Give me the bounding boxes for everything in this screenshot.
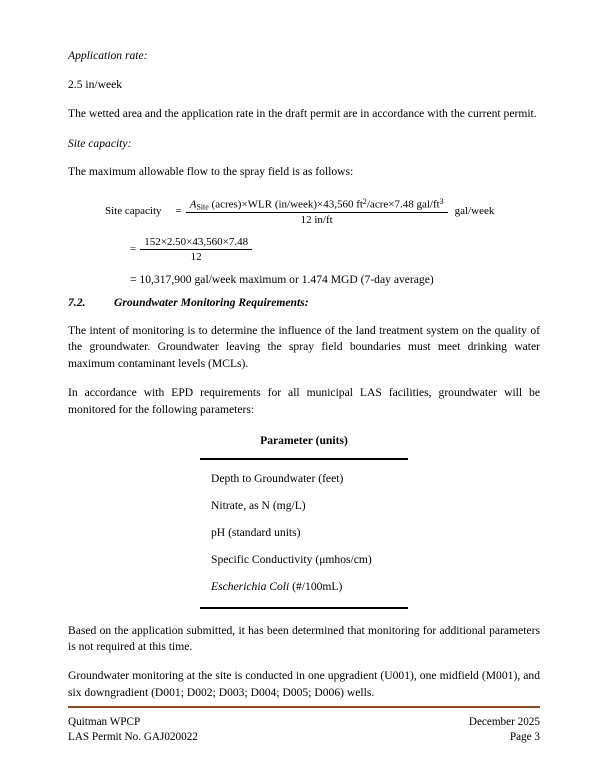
wetted-area-paragraph: The wetted area and the application rate in the draft permit are in accordance with the current permit. <box>68 107 537 121</box>
table-row: Specific Conductivity (μmhos/cm) <box>211 553 372 567</box>
equals-sign: = <box>175 205 182 218</box>
page-content <box>68 48 540 714</box>
table-row: pH (standard units) <box>211 526 301 540</box>
footer-page-number: Page 3 <box>509 730 540 743</box>
cube-exponent: 3 <box>439 196 444 206</box>
parameter-table-inner <box>200 434 408 608</box>
site-capacity-equations <box>68 197 540 286</box>
application-rate-value: 2.5 in/week <box>68 77 123 91</box>
section-title: Groundwater Monitoring Requirements: <box>114 295 309 309</box>
footer-left-block <box>68 715 198 745</box>
table-row: Nitrate, as N (mg/L) <box>211 499 306 513</box>
fraction-denominator: 12 in/ft <box>300 213 333 226</box>
equation-label: Site capacity <box>105 205 162 218</box>
table-bottom-rule <box>200 607 408 609</box>
site-capacity-label: Site capacity: <box>68 136 132 150</box>
section-paragraph-1: The intent of monitoring is to determine the influence of the land treatment system on the quality of the groundwater. Groundwater leaving the spray field boundaries must meet drinking water maximum contaminant levels (MCLs). <box>68 323 540 370</box>
footer-right-block <box>469 715 540 745</box>
equation-result <box>68 273 540 286</box>
footer-date: December 2025 <box>468 716 540 728</box>
section-paragraph-2: In accordance with EPD requirements for all municipal LAS facilities, groundwater will be monitored for the following parameters: <box>68 386 540 416</box>
table-row <box>211 579 408 597</box>
fraction-two-numerator: 152×2.50×43,560×7.48 <box>140 236 252 250</box>
closing-paragraph-2: Groundwater monitoring at the site is conducted in one upgradient (U001), one midfield (M001), and six downgradient (D001; D002; D003; D004; D005; D006) wells. <box>68 669 540 699</box>
section-number: 7.2. <box>68 295 86 309</box>
parameter-table-body <box>200 460 408 606</box>
equation-trailing-units: gal/week <box>454 205 495 218</box>
species-name-italic: Escherichia Coli <box>211 580 290 594</box>
closing-paragraph-1: Based on the application submitted, it has been determined that monitoring for additional parameters is not required at this time. <box>68 623 540 653</box>
equation-site-capacity <box>68 197 540 226</box>
max-flow-intro-paragraph: The maximum allowable flow to the spray field is as follows: <box>68 165 354 179</box>
square-exponent: 2 <box>362 196 367 206</box>
footer-permit-number: LAS Permit No. GAJ020022 <box>68 730 198 743</box>
parameter-table <box>68 434 540 608</box>
fraction-one <box>186 197 448 226</box>
equation-substituted <box>68 236 540 263</box>
page-footer <box>68 706 540 745</box>
footer-facility: Quitman WPCP <box>68 716 141 728</box>
species-units: (#/100mL) <box>289 580 343 594</box>
numerator-text-b: /acre×7.48 gal/ft <box>366 197 440 210</box>
application-rate-label: Application rate: <box>68 49 148 62</box>
area-subscript: Site <box>196 201 209 211</box>
equation-result-text: = 10,317,900 gal/week maximum or 1.474 MGD (7-day average) <box>130 272 434 286</box>
fraction-numerator <box>186 197 448 213</box>
section-heading-7-2 <box>68 296 540 309</box>
table-row: Depth to Groundwater (feet) <box>211 472 344 486</box>
footer-columns <box>68 715 540 745</box>
parameter-table-header: Parameter (units) <box>260 434 348 448</box>
area-variable: A <box>189 197 197 210</box>
equals-sign-two: = <box>130 243 137 256</box>
footer-rule <box>68 706 540 708</box>
fraction-two <box>140 236 252 263</box>
numerator-text-a: (acres)×WLR (in/week)×43,560 ft <box>208 197 363 210</box>
fraction-two-denominator: 12 <box>190 250 202 263</box>
